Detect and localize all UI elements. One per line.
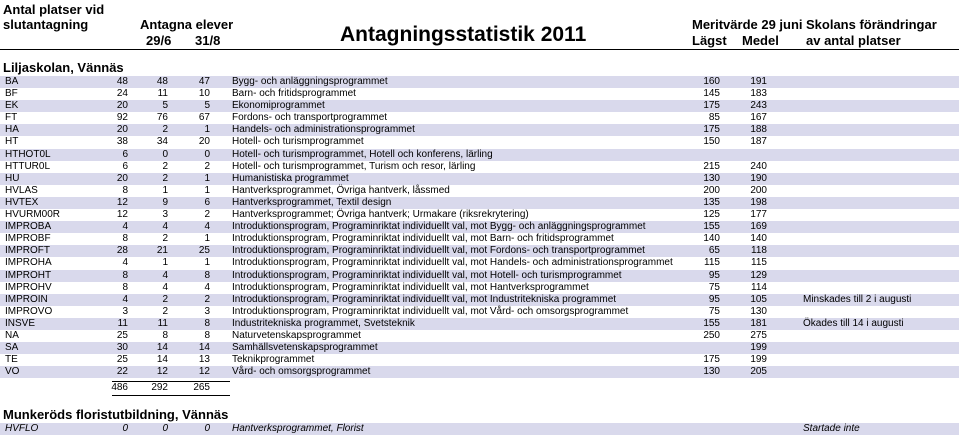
row-a: 20 <box>116 124 128 136</box>
row-a: 6 <box>122 148 128 160</box>
row-a: 25 <box>116 329 128 341</box>
row-program: Handels- och administrationsprogrammet <box>232 124 415 136</box>
header-col1-line1: Antal platser vid <box>3 2 105 17</box>
row-code: HVTEX <box>5 196 39 208</box>
row-low: 135 <box>703 196 720 208</box>
row-med: 118 <box>751 245 767 257</box>
row-program: Hotell- och turismprogrammet, Turism och resor, lärling <box>232 160 476 172</box>
row-c: 1 <box>204 184 210 196</box>
row-b: 11 <box>157 88 168 100</box>
row-program: Introduktionsprogram, Programinriktat individuellt val, mot Hotell- och turismprogrammet <box>232 269 622 281</box>
row-b: 14 <box>156 342 168 354</box>
header-col2-line1: Antagna elever <box>140 17 234 32</box>
row-code: HVFLO <box>5 423 39 434</box>
row-med: 129 <box>750 269 767 281</box>
row-a: 30 <box>116 342 128 354</box>
row-b: 2 <box>162 160 168 172</box>
row-low: 125 <box>703 209 720 221</box>
row-code: IMPROIN <box>5 293 48 305</box>
row-low: 130 <box>703 172 720 184</box>
row-c: 0 <box>204 148 210 160</box>
row-c: 1 <box>204 257 210 269</box>
row-note: Startade inte <box>803 423 860 434</box>
row-b: 76 <box>156 112 168 124</box>
row-note: Minskades till 2 i augusti <box>803 293 912 305</box>
header-divider <box>0 49 959 50</box>
row-program: Ekonomiprogrammet <box>232 100 325 112</box>
row-program: Humanistiska programmet <box>232 172 349 184</box>
row-a: 11 <box>117 317 128 329</box>
row-program: Bygg- och anläggningsprogrammet <box>232 76 388 87</box>
total-c: 265 <box>193 382 210 393</box>
page-title: Antagningsstatistik 2011 <box>340 23 587 46</box>
table-row <box>0 330 959 342</box>
row-program: Introduktionsprogram, Programinriktat individuellt val, mot Handels- och administrationsprogrammet <box>232 257 673 269</box>
totals-row <box>0 382 300 394</box>
row-a: 4 <box>122 221 128 233</box>
row-code: NA <box>5 329 19 341</box>
row-a: 4 <box>122 257 128 269</box>
row-b: 4 <box>162 269 168 281</box>
row-low: 75 <box>708 305 720 317</box>
row-low: 155 <box>703 221 720 233</box>
row-med: 140 <box>750 233 767 245</box>
table-row <box>0 197 959 209</box>
row-low: 150 <box>703 136 720 148</box>
row-c: 1 <box>204 233 210 245</box>
row-b: 2 <box>162 124 168 136</box>
row-a: 8 <box>122 269 128 281</box>
row-a: 38 <box>116 136 128 148</box>
row-code: HU <box>5 172 20 184</box>
row-med: 198 <box>750 196 767 208</box>
table-row <box>0 233 959 245</box>
row-b: 1 <box>162 184 168 196</box>
table-row <box>0 221 959 233</box>
row-low: 95 <box>708 269 720 281</box>
table-row <box>0 257 959 269</box>
row-code: BF <box>5 88 18 100</box>
row-a: 12 <box>116 209 128 221</box>
row-low: 145 <box>703 88 720 100</box>
row-low: 175 <box>703 100 720 112</box>
row-med: 188 <box>750 124 767 136</box>
table-row <box>0 306 959 318</box>
row-program: Introduktionsprogram, Programinriktat individuellt val, mot Barn- och fritidsprogrammet <box>232 233 614 245</box>
row-program: Vård- och omsorgsprogrammet <box>232 366 371 378</box>
row-code: IMPROHA <box>5 257 52 269</box>
row-c: 8 <box>204 269 210 281</box>
row-c: 67 <box>198 112 210 124</box>
header-date-29-6: 29/6 <box>146 33 172 48</box>
table-row <box>0 112 959 124</box>
row-a: 4 <box>122 293 128 305</box>
table-row <box>0 366 959 378</box>
row-code: FT <box>5 112 18 124</box>
school2-row <box>0 423 959 435</box>
row-a: 20 <box>116 100 128 112</box>
row-program: Naturvetenskapsprogrammet <box>232 329 361 341</box>
school2-name: Munkeröds floristutbildning, Vännäs <box>3 407 229 422</box>
row-med: 187 <box>750 136 767 148</box>
row-code: INSVE <box>5 317 36 329</box>
row-c: 20 <box>198 136 210 148</box>
row-med: 130 <box>750 305 767 317</box>
row-c: 1 <box>204 172 210 184</box>
row-code: IMPROHT <box>5 269 52 281</box>
row-med: 105 <box>750 293 767 305</box>
row-low: 95 <box>708 293 720 305</box>
row-med: 167 <box>750 112 767 124</box>
row-med: 205 <box>750 366 767 378</box>
row-med: 200 <box>750 184 767 196</box>
row-program: Introduktionsprogram, Programinriktat individuellt val, mot Industritekniska programmet <box>232 293 617 305</box>
row-b: 4 <box>162 221 168 233</box>
total-a: 486 <box>111 382 128 393</box>
row-low: 175 <box>703 354 720 366</box>
row-a: 8 <box>122 233 128 245</box>
row-program: Industritekniska programmet, Svetsteknik <box>232 317 415 329</box>
row-b: 2 <box>162 172 168 184</box>
row-med: 190 <box>750 172 767 184</box>
row-program: Introduktionsprogram, Programinriktat individuellt val, mot Fordons- och transportprogrammet <box>232 245 645 257</box>
row-code: VO <box>5 366 20 378</box>
row-b: 9 <box>162 196 168 208</box>
header-change-line1: Skolans förändringar <box>806 17 937 32</box>
row-program: Hantverksprogrammet, Florist <box>232 423 364 434</box>
row-program: Samhällsvetenskapsprogrammet <box>232 342 378 354</box>
table-row <box>0 161 959 173</box>
row-c: 4 <box>204 221 210 233</box>
row-code: IMPROVO <box>5 305 53 317</box>
table-row <box>0 100 959 112</box>
row-low: 130 <box>703 366 720 378</box>
table-row <box>0 124 959 136</box>
row-program: Hantverksprogrammet, Övriga hantverk, låssmed <box>232 184 450 196</box>
table-row <box>0 76 959 88</box>
row-code: HVLAS <box>5 184 38 196</box>
table-row <box>0 88 959 100</box>
row-c: 5 <box>204 100 210 112</box>
row-program: Introduktionsprogram, Programinriktat individuellt val, mot Vård- och omsorgsprogrammet <box>232 305 629 317</box>
row-c: 13 <box>198 354 210 366</box>
table-row <box>0 294 959 306</box>
row-med: 177 <box>750 209 767 221</box>
row-a: 22 <box>116 366 128 378</box>
row-program: Hotell- och turismprogrammet <box>232 136 364 148</box>
row-code: HTTUR0L <box>5 160 51 172</box>
row-a: 24 <box>116 88 128 100</box>
row-low: 115 <box>704 257 720 269</box>
row-a: 48 <box>116 76 128 87</box>
row-c: 8 <box>204 317 210 329</box>
row-low: 65 <box>708 245 720 257</box>
row-a: 8 <box>122 184 128 196</box>
row-b: 4 <box>162 281 168 293</box>
header-merit-label: Meritvärde 29 juni <box>692 17 803 32</box>
row-c: 2 <box>204 160 210 172</box>
row-program: Teknikprogrammet <box>232 354 315 366</box>
row-code: TE <box>5 354 18 366</box>
row-med: 243 <box>750 100 767 112</box>
row-c: 12 <box>198 366 210 378</box>
row-b: 12 <box>156 366 168 378</box>
row-b: 21 <box>156 245 168 257</box>
row-low: 250 <box>703 329 720 341</box>
row-b: 2 <box>162 233 168 245</box>
row-c: 0 <box>204 423 210 434</box>
row-c: 2 <box>204 209 210 221</box>
row-note: Ökades till 14 i augusti <box>803 317 904 329</box>
row-b: 5 <box>162 100 168 112</box>
row-code: IMPROBA <box>5 221 52 233</box>
row-c: 25 <box>198 245 210 257</box>
table-row <box>0 245 959 257</box>
row-low: 85 <box>708 112 720 124</box>
row-low: 200 <box>703 184 720 196</box>
row-b: 48 <box>156 76 168 87</box>
row-b: 3 <box>162 209 168 221</box>
table-row <box>0 185 959 197</box>
row-med: 183 <box>750 88 767 100</box>
row-program: Fordons- och transportprogrammet <box>232 112 388 124</box>
header-merit-med: Medel <box>742 33 779 48</box>
row-code: IMPROBF <box>5 233 51 245</box>
row-low: 140 <box>703 233 720 245</box>
row-med: 275 <box>750 329 767 341</box>
school1-name: Liljaskolan, Vännäs <box>3 60 124 75</box>
row-a: 20 <box>116 172 128 184</box>
row-program: Hotell- och turismprogrammet, Hotell och konferens, lärling <box>232 148 493 160</box>
row-med: 114 <box>751 281 767 293</box>
table-row <box>0 136 959 148</box>
row-code: EK <box>5 100 19 112</box>
table-row <box>0 270 959 282</box>
row-b: 1 <box>162 257 168 269</box>
row-program: Barn- och fritidsprogrammet <box>232 88 356 100</box>
row-program: Introduktionsprogram, Programinriktat individuellt val, mot Bygg- och anläggningsprogrammet <box>232 221 646 233</box>
row-code: SA <box>5 342 19 354</box>
table-row <box>0 342 959 354</box>
row-c: 14 <box>198 342 210 354</box>
row-c: 8 <box>204 329 210 341</box>
row-c: 3 <box>204 305 210 317</box>
header-date-31-8: 31/8 <box>195 33 221 48</box>
table-row <box>0 209 959 221</box>
row-med: 181 <box>750 317 767 329</box>
table-row <box>0 173 959 185</box>
row-c: 4 <box>204 281 210 293</box>
row-a: 8 <box>122 281 128 293</box>
row-a: 0 <box>122 423 128 434</box>
row-med: 191 <box>750 76 767 87</box>
total-b: 292 <box>151 382 168 393</box>
row-b: 8 <box>162 329 168 341</box>
header-merit-low: Lägst <box>692 33 727 48</box>
row-med: 199 <box>750 354 767 366</box>
header-col1-line2: slutantagning <box>3 17 89 32</box>
row-med: 115 <box>751 257 767 269</box>
row-code: HTHOT0L <box>5 148 51 160</box>
row-a: 25 <box>116 354 128 366</box>
row-low: 75 <box>708 281 720 293</box>
row-c: 1 <box>204 124 210 136</box>
row-code: HT <box>5 136 19 148</box>
row-c: 6 <box>204 196 210 208</box>
totals-bottom-line <box>112 395 230 396</box>
table-row <box>0 149 959 161</box>
row-low: 215 <box>703 160 720 172</box>
row-code: IMPROHV <box>5 281 52 293</box>
row-a: 3 <box>122 305 128 317</box>
row-b: 0 <box>162 148 168 160</box>
row-code: HVURM00R <box>5 209 61 221</box>
school1-table <box>0 76 959 378</box>
row-a: 12 <box>116 196 128 208</box>
row-code: IMPROFT <box>5 245 50 257</box>
row-med: 199 <box>750 342 767 354</box>
row-low: 175 <box>703 124 720 136</box>
row-low: 155 <box>703 317 720 329</box>
row-med: 240 <box>750 160 767 172</box>
row-a: 92 <box>116 112 128 124</box>
row-program: Introduktionsprogram, Programinriktat individuellt val, mot Hantverksprogrammet <box>232 281 589 293</box>
table-row <box>0 354 959 366</box>
row-b: 0 <box>162 423 168 434</box>
table-row <box>0 318 959 330</box>
row-med: 169 <box>750 221 767 233</box>
row-code: BA <box>5 76 19 87</box>
row-low: 160 <box>703 76 720 87</box>
table-row <box>0 282 959 294</box>
row-a: 6 <box>122 160 128 172</box>
row-a: 28 <box>116 245 128 257</box>
header-change-line2: av antal platser <box>806 33 901 48</box>
row-c: 47 <box>198 76 210 87</box>
row-b: 2 <box>162 293 168 305</box>
row-b: 14 <box>156 354 168 366</box>
row-program: Hantverksprogrammet, Textil design <box>232 196 392 208</box>
row-c: 10 <box>198 88 210 100</box>
row-code: HA <box>5 124 19 136</box>
row-program: Hantverksprogrammet; Övriga hantverk; Urmakare (riksrekrytering) <box>232 209 529 221</box>
row-b: 2 <box>162 305 168 317</box>
row-c: 2 <box>204 293 210 305</box>
row-b: 11 <box>157 317 168 329</box>
row-b: 34 <box>156 136 168 148</box>
